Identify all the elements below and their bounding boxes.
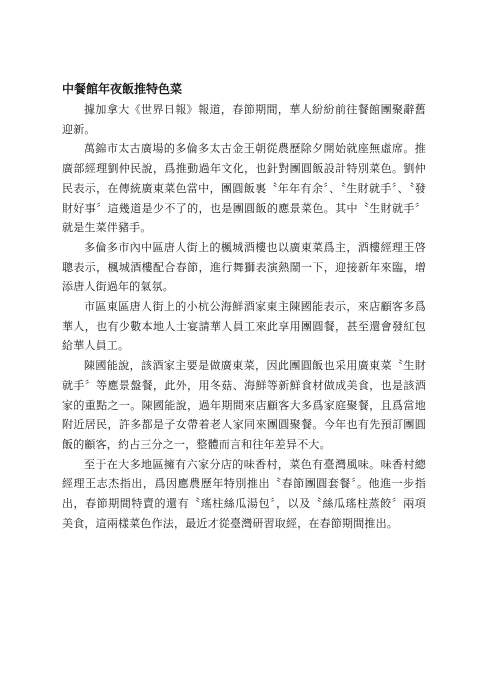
paragraph: 萬錦市太古廣場的多倫多太古金王朝從農歷除夕開始就座無虛席。推廣部經理劉仲民說，爲推動過年文化，也針對團圓飯設計特別菜色。劉仲民表示，在傳統廣東菜色當中，團圓飯裏〝年年有余〞、〝生財就手〞、〝發財好事〞這幾道是少不了的，也是團圓飯的應景菜色。其中〝生財就手〞就是生菜伴豬手。 <box>62 142 426 235</box>
paragraph: 至于在大多地區擁有六家分店的味香村，菜色有臺灣風味。味香村總經理王志杰指出，爲因應農歷年特別推出〝春節團圓套餐〞。他進一步指出，春節期間特賣的還有〝瑤柱絲瓜湯包〞，以及〝絲瓜瑤柱蒸餃〞兩項美食，這兩樣菜色作法，最近才從臺灣研習取經，在春節期間推出。 <box>62 457 426 530</box>
paragraph: 多倫多市內中區唐人街上的楓城酒樓也以廣東菜爲主，酒樓經理王啓聰表示，楓城酒樓配合春節，進行舞獅表演熱鬧一下，迎接新年來臨，增添唐人街過年的氣氛。 <box>62 240 426 294</box>
paragraph: 陳國能說，該酒家主要是做廣東菜，因此團圓飯也采用廣東菜〝生財就手〞等應景盤餐，此外，用冬菇、海鮮等新鮮食材做成美食，也是該酒家的重點之一。陳國能說，過年期間來店顧客大多爲家庭聚餐，且爲當地附近居民，許多都是子女帶着老人家同來團圓聚餐。今年也有先預訂團圓飯的顧客，約占三分之一，整體而言和往年差异不大。 <box>62 359 426 451</box>
paragraph: 據加拿大《世界日報》報道，春節期間，華人紛紛前往餐館團聚辭舊迎新。 <box>62 103 426 136</box>
paragraph: 市區東區唐人街上的小杭公海鮮酒家東主陳國能表示，來店顧客多爲華人，也有少數本地人士宴請華人員工來此享用團圓餐，甚至還會發紅包給華人員工。 <box>62 300 426 353</box>
article-body <box>62 100 426 533</box>
article-title: 中餐館年夜飯推特色菜 <box>62 82 183 96</box>
